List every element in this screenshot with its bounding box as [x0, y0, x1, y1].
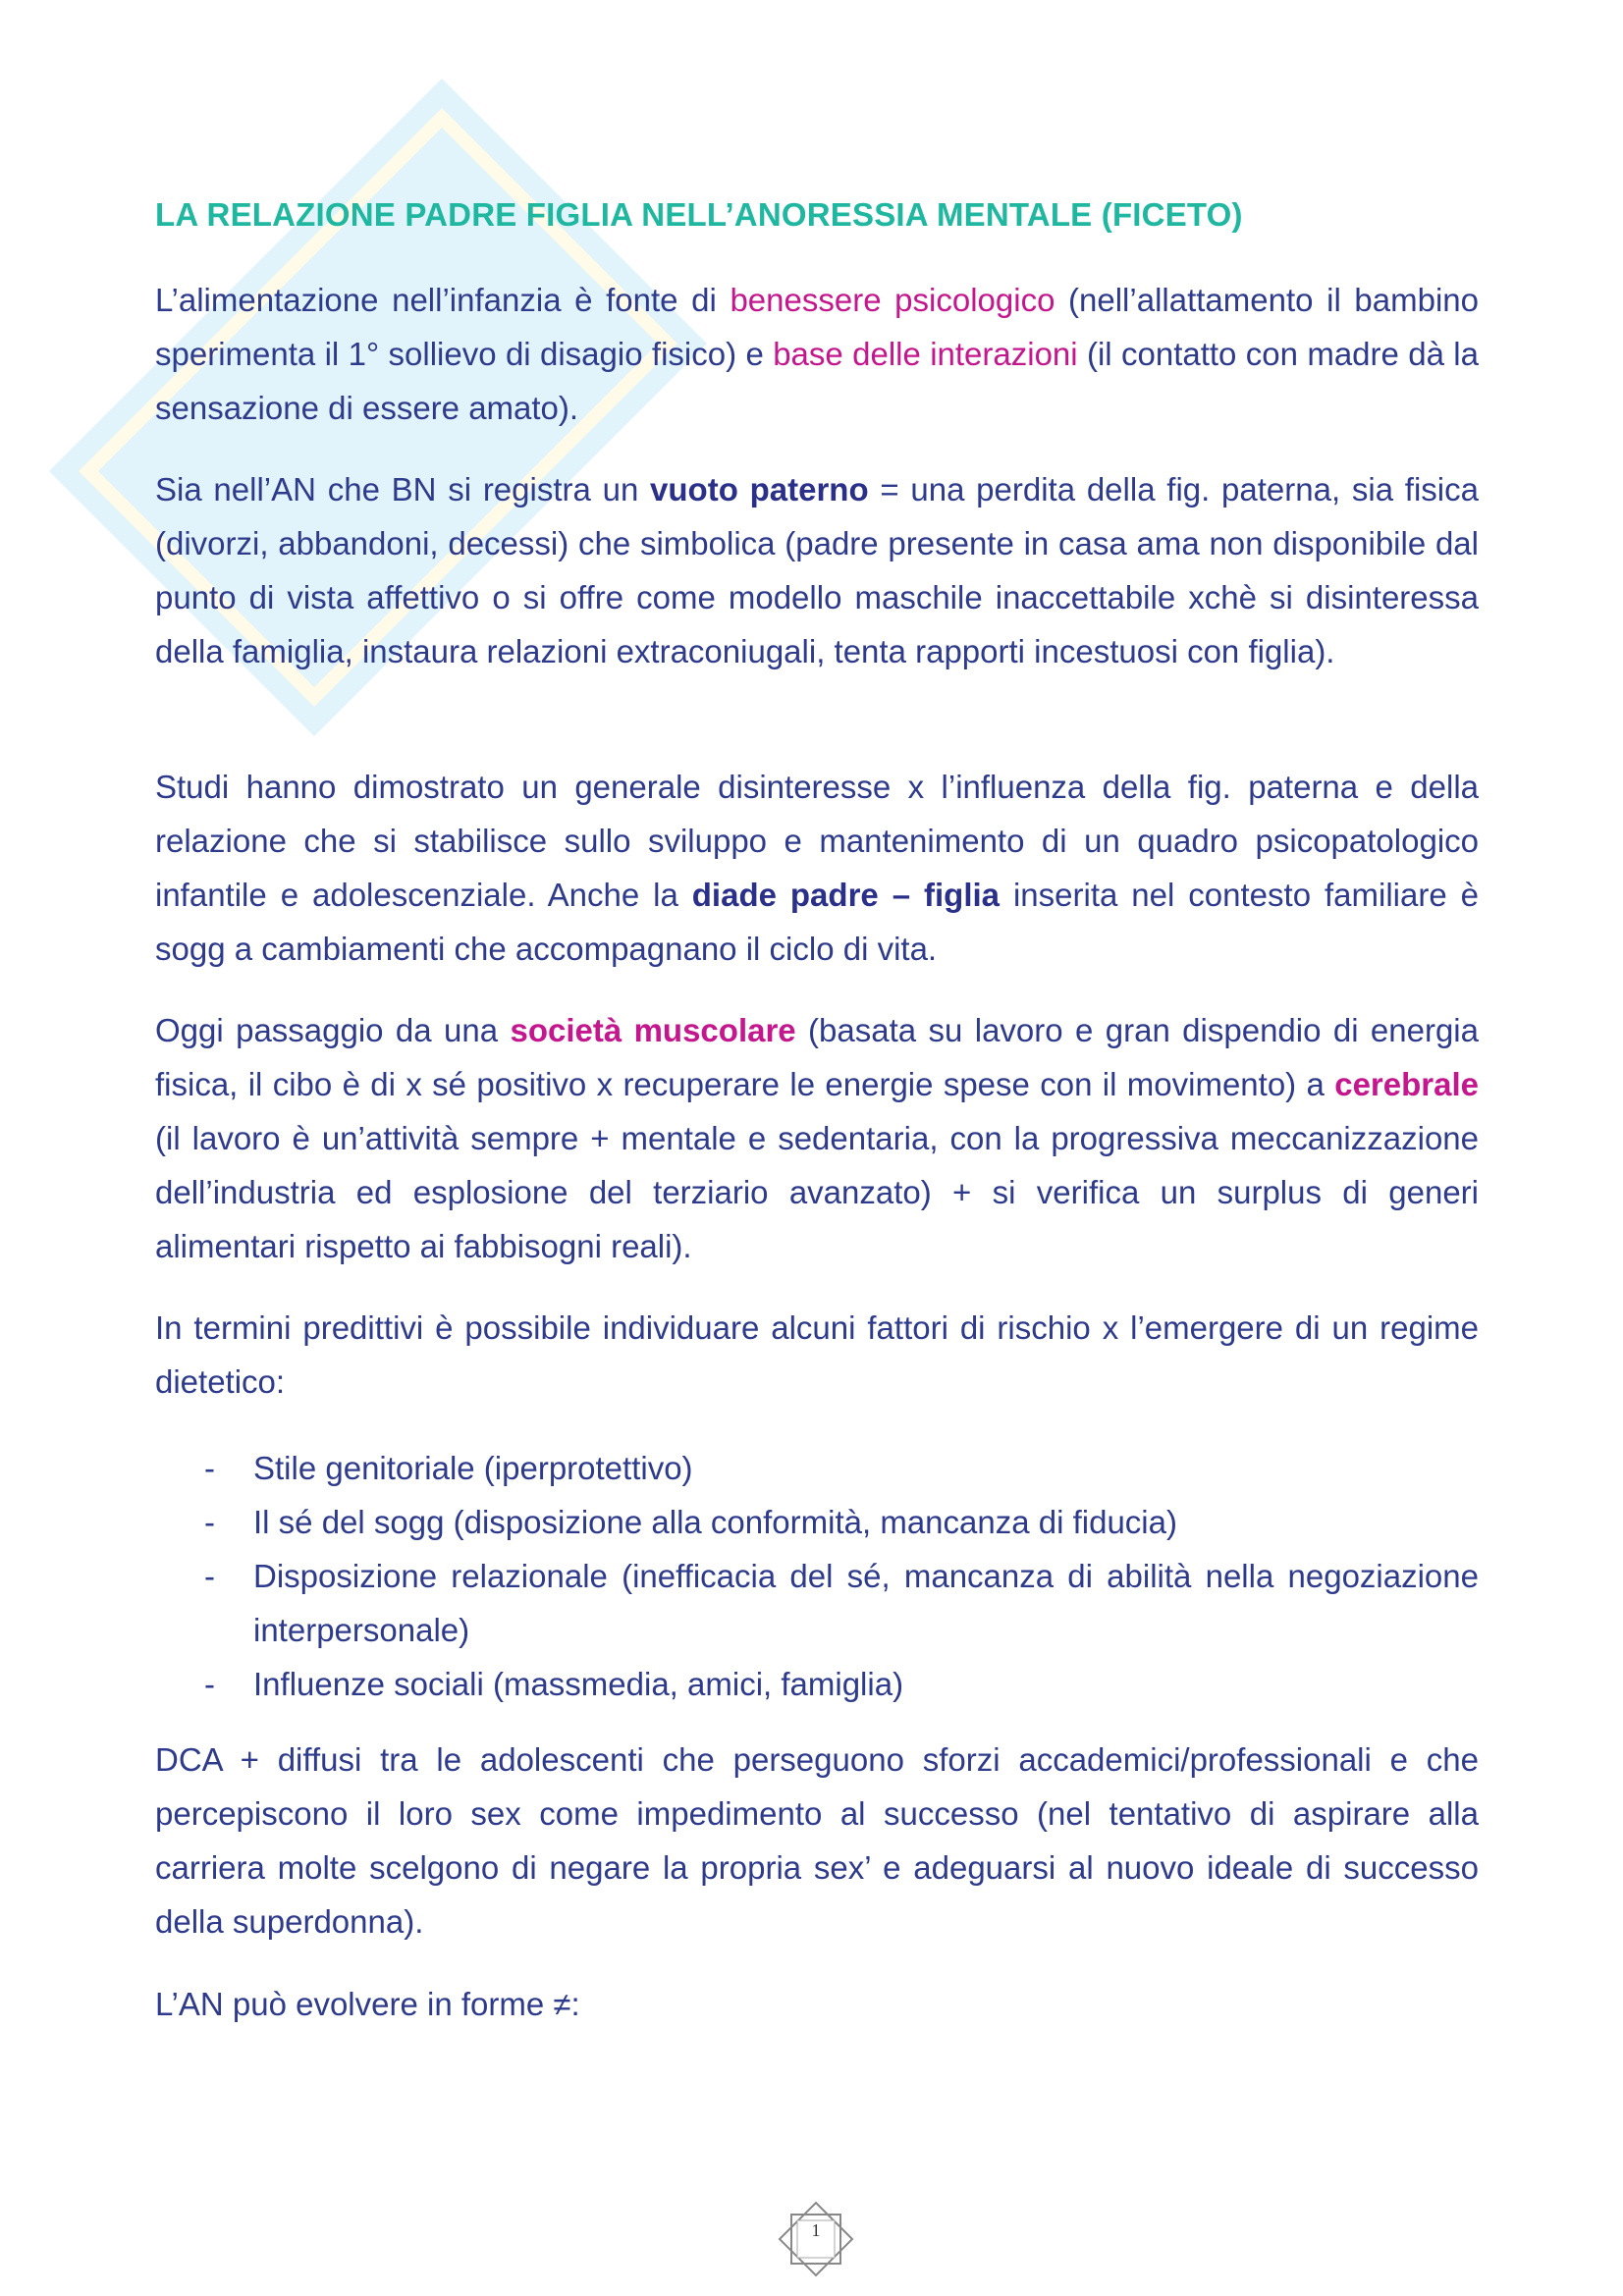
list-marker: - [204, 1504, 215, 1540]
risk-factor-list [204, 1441, 1479, 1711]
page-number: 1 [811, 2220, 821, 2240]
paragraph-studi [155, 760, 1479, 976]
list-item [204, 1495, 1479, 1549]
highlight-benessere: benessere psicologico [730, 282, 1055, 318]
text-span: L’alimentazione nell’infanzia è fonte di [155, 282, 730, 318]
text-span: inserita nel contesto familiare è sogg a cambiamenti che accompagnano il ciclo di vita. [155, 877, 1479, 967]
text-span: Oggi passaggio da una [155, 1012, 511, 1048]
paragraph-dca: DCA + diffusi tra le adolescenti che perseguono sforzi accademici/professionali e che percepiscono il loro sex come impedimento al successo (nel tentativo di aspirare alla carriera molte scelgono di negare la propria sex’ e adeguarsi al nuovo ideale di successo della superdonna). [155, 1741, 1479, 1940]
list-item [204, 1549, 1479, 1657]
list-item-text: Stile genitoriale (iperprotettivo) [253, 1450, 693, 1486]
paragraph-fattori-rischio: In termini predittivi è possibile individuare alcuni fattori di rischio x l’emergere di un regime dietetico: [155, 1309, 1479, 1400]
text-span: = una perdita della fig. paterna, sia fisica (divorzi, abbandoni, decessi) che simbolica (padre presente in casa ama non disponibile dal punto di vista affettivo o si offre come modello maschile inaccettabile xchè si disinteressa della famiglia, instaura relazioni extraconiugali, tenta rapporti incestuosi con figlia). [155, 471, 1479, 669]
list-item-text: Il sé del sogg (disposizione alla conformità, mancanza di fiducia) [253, 1504, 1177, 1540]
paragraph-infancy-feeding [155, 273, 1479, 435]
text-span: Studi hanno dimostrato un generale disinteresse x l’influenza della fig. paterna e della relazione che si stabilisce sullo sviluppo e mantenimento di un quadro psicopatologico infantile e adolescenziale. Anche la [155, 769, 1479, 913]
paragraph-societa [155, 1003, 1479, 1273]
text-span: (basata su lavoro e gran dispendio di energia fisica, il cibo è di x sé positivo x recuperare le energie spese con il movimento) a [155, 1012, 1479, 1102]
text-span: Sia nell’AN che BN si registra un [155, 471, 651, 507]
paragraph-vuoto-paterno [155, 462, 1479, 678]
highlight-base-interazioni: base delle interazioni [773, 336, 1078, 372]
highlight-vuoto-paterno: vuoto paterno [650, 471, 869, 507]
text-span: (il lavoro è un’attività sempre + mentale e sedentaria, con la progressiva meccanizzazione dell’industria ed esplosione del terziario avanzato) + si verifica un surplus di generi alimentari rispetto ai fabbisogni reali). [155, 1120, 1479, 1264]
page-number-badge [776, 2199, 856, 2279]
list-marker: - [204, 1666, 215, 1702]
document-title: LA RELAZIONE PADRE FIGLIA NELL’ANORESSIA MENTALE (FICETO) [155, 196, 1243, 233]
list-item [204, 1657, 1479, 1711]
highlight-societa-muscolare: società muscolare [510, 1012, 796, 1048]
text-span: (nell’allattamento il bambino sperimenta il 1° sollievo di disagio fisico) e [155, 282, 1479, 372]
text-span: (il contatto con madre dà la sensazione di essere amato). [155, 336, 1479, 426]
list-item-text: Influenze sociali (massmedia, amici, famiglia) [253, 1666, 904, 1702]
list-item-text: Disposizione relazionale (inefficacia del sé, mancanza di abilità nella negoziazione interpersonale) [253, 1558, 1479, 1648]
highlight-diade: diade padre – figlia [691, 877, 1001, 913]
list-item [204, 1441, 1479, 1495]
paragraph-an-evolve: L’AN può evolvere in forme ≠: [155, 1986, 580, 2022]
highlight-cerebrale: cerebrale [1334, 1066, 1479, 1102]
list-marker: - [204, 1450, 215, 1486]
list-marker: - [204, 1558, 215, 1594]
